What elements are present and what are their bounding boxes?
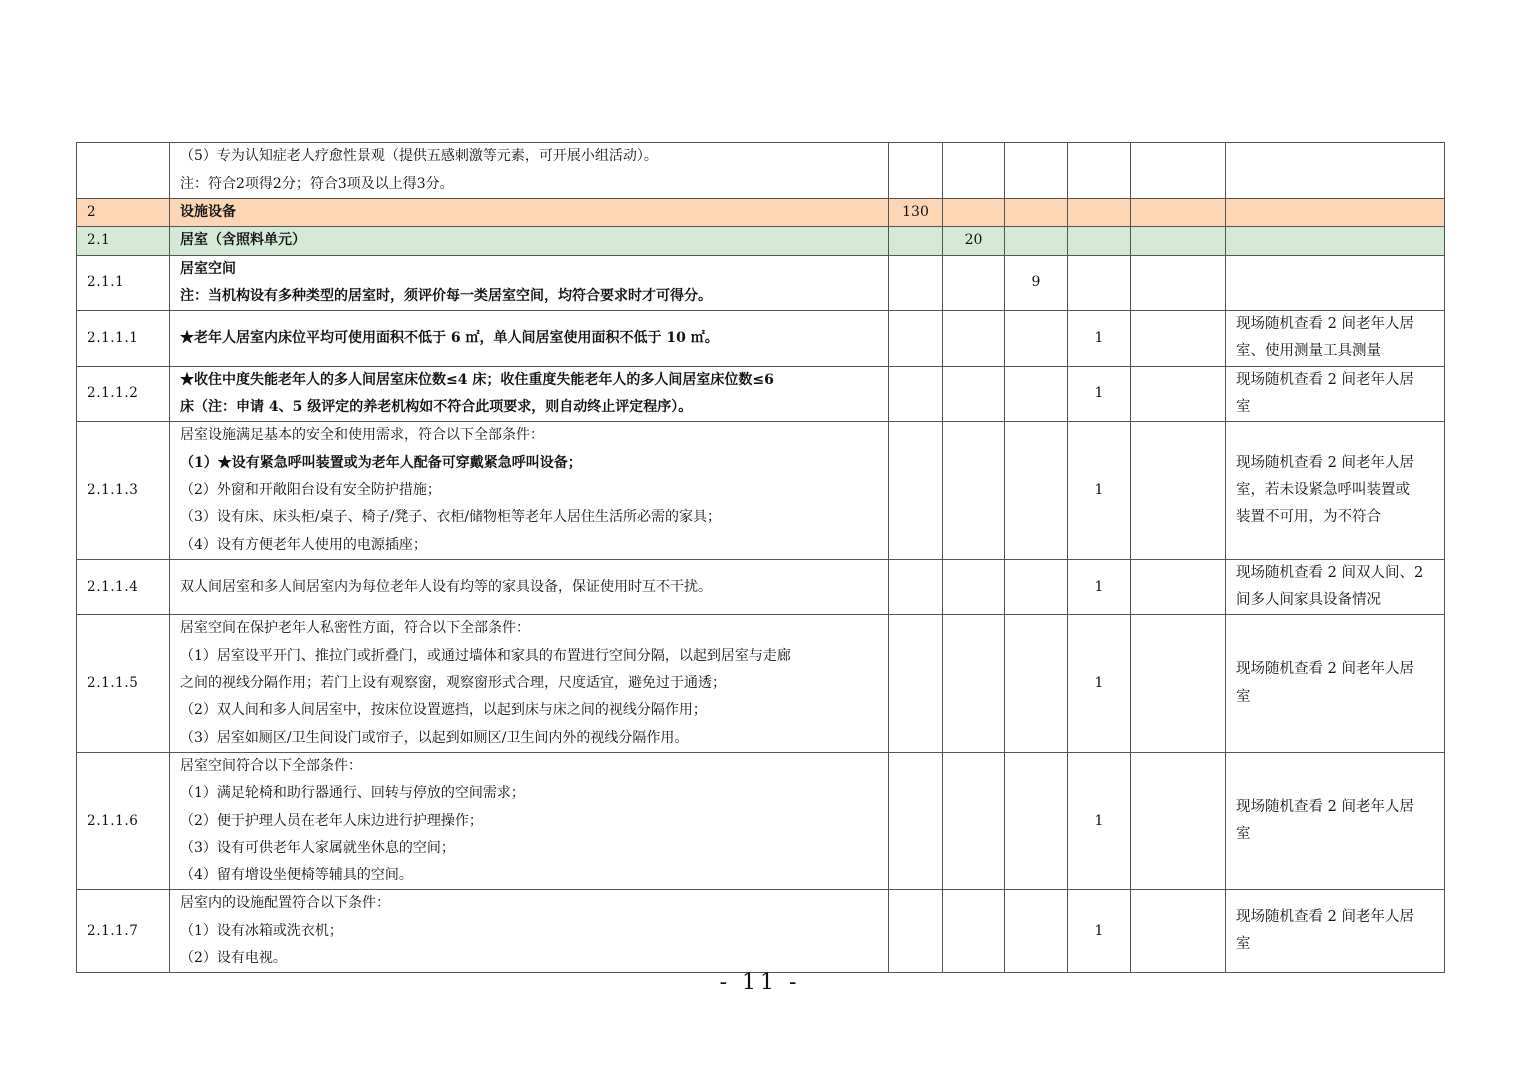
item-number: 2.1.1.3 xyxy=(77,422,170,559)
item-content xyxy=(170,255,889,311)
content-line: ★老年人居室内床位平均可使用面积不低于 6 ㎡，单人间居室使用面积不低于 10 ㎡。 xyxy=(180,329,719,346)
item-number: 2.1.1.7 xyxy=(77,890,170,973)
score-cell-c4: 1 xyxy=(1068,311,1131,367)
score-cell-c1 xyxy=(889,422,943,559)
remark-line: 现场随机查看 2 间老年人居 xyxy=(1236,316,1414,333)
item-number: 2.1.1.5 xyxy=(77,615,170,752)
score-cell-c3 xyxy=(1005,199,1068,227)
content-line: （4）设有方便老年人使用的电源插座； xyxy=(180,536,427,553)
score-cell-c4: 1 xyxy=(1068,752,1131,889)
item-number: 2.1 xyxy=(77,227,170,255)
remark-cell xyxy=(1226,366,1445,422)
content-line: 居室空间符合以下全部条件： xyxy=(180,757,362,774)
remark-cell xyxy=(1226,890,1445,973)
item-number: 2 xyxy=(77,199,170,227)
item-content xyxy=(170,615,889,752)
blank-cell xyxy=(1131,559,1226,615)
content-line: 居室设施满足基本的安全和使用需求，符合以下全部条件： xyxy=(180,427,544,444)
scoring-table xyxy=(76,142,1445,973)
score-cell-c2 xyxy=(943,615,1005,752)
content-line: （2）双人间和多人间居室中，按床位设置遮挡，以起到床与床之间的视线分隔作用； xyxy=(180,702,707,719)
remark-cell xyxy=(1226,199,1445,227)
remark-line: 室 xyxy=(1236,936,1251,953)
remark-line: 室 xyxy=(1236,688,1251,705)
score-cell-c2 xyxy=(943,143,1005,199)
table-row xyxy=(77,199,1445,227)
content-line: （5）专为认知症老人疗愈性景观（提供五感刺激等元素，可开展小组活动）。 xyxy=(180,148,658,165)
content-line: （1）★设有紧急呼叫装置或为老年人配备可穿戴紧急呼叫设备； xyxy=(180,454,582,471)
table-row xyxy=(77,890,1445,973)
table-row xyxy=(77,227,1445,255)
score-cell-c3 xyxy=(1005,752,1068,889)
remark-line: 现场随机查看 2 间老年人居 xyxy=(1236,371,1414,388)
score-cell-c4: 1 xyxy=(1068,615,1131,752)
blank-cell xyxy=(1131,366,1226,422)
remark-cell xyxy=(1226,227,1445,255)
score-cell-c2 xyxy=(943,752,1005,889)
blank-cell xyxy=(1131,227,1226,255)
score-cell-c2 xyxy=(943,890,1005,973)
remark-line: 现场随机查看 2 间老年人居 xyxy=(1236,454,1414,471)
content-line: 设施设备 xyxy=(180,204,236,220)
score-cell-c1: 130 xyxy=(889,199,943,227)
item-content xyxy=(170,752,889,889)
content-line: ★收住中度失能老年人的多人间居室床位数≤4 床；收住重度失能老年人的多人间居室床位数≤6 xyxy=(180,371,774,388)
content-line: 注：当机构设有多种类型的居室时，须评价每一类居室空间，均符合要求时才可得分。 xyxy=(180,287,712,304)
remark-line: 间多人间家具设备情况 xyxy=(1236,592,1381,609)
content-line: （2）设有电视。 xyxy=(180,950,287,967)
score-cell-c2 xyxy=(943,255,1005,311)
table-row xyxy=(77,366,1445,422)
score-cell-c4 xyxy=(1068,199,1131,227)
table-row xyxy=(77,615,1445,752)
blank-cell xyxy=(1131,615,1226,752)
blank-cell xyxy=(1131,311,1226,367)
remark-cell xyxy=(1226,615,1445,752)
table-row xyxy=(77,559,1445,615)
score-cell-c1 xyxy=(889,311,943,367)
content-line: 之间的视线分隔作用；若门上设有观察窗，观察窗形式合理，尺度适宜，避免过于通透； xyxy=(180,675,726,692)
score-cell-c4: 1 xyxy=(1068,422,1131,559)
table-row xyxy=(77,255,1445,311)
blank-cell xyxy=(1131,255,1226,311)
score-cell-c3 xyxy=(1005,366,1068,422)
content-line: （3）居室如厕区/卫生间设门或帘子，以起到如厕区/卫生间内外的视线分隔作用。 xyxy=(180,729,689,746)
content-line: 居室内的设施配置符合以下条件： xyxy=(180,895,390,912)
content-line: （2）外窗和开敞阳台设有安全防护措施； xyxy=(180,481,441,498)
content-line: 居室（含照料单元） xyxy=(180,232,306,249)
score-cell-c2 xyxy=(943,311,1005,367)
score-cell-c1 xyxy=(889,890,943,973)
content-line: （1）居室设平开门、推拉门或折叠门，或通过墙体和家具的布置进行空间分隔，以起到居室与走廊 xyxy=(180,647,791,664)
score-cell-c2 xyxy=(943,559,1005,615)
score-cell-c3: 9 xyxy=(1005,255,1068,311)
remark-line: 现场随机查看 2 间老年人居 xyxy=(1236,909,1414,926)
remark-line: 装置不可用，为不符合 xyxy=(1236,509,1381,526)
score-cell-c3 xyxy=(1005,890,1068,973)
blank-cell xyxy=(1131,422,1226,559)
score-cell-c2 xyxy=(943,199,1005,227)
item-content xyxy=(170,199,889,227)
remark-line: 室 xyxy=(1236,399,1251,416)
content-line: 居室空间 xyxy=(180,260,236,277)
score-cell-c1 xyxy=(889,752,943,889)
score-cell-c4 xyxy=(1068,143,1131,199)
score-cell-c3 xyxy=(1005,311,1068,367)
item-number: 2.1.1.1 xyxy=(77,311,170,367)
item-content xyxy=(170,143,889,199)
remark-line: 室，若未设紧急呼叫装置或 xyxy=(1236,481,1410,498)
score-cell-c3 xyxy=(1005,227,1068,255)
remark-line: 室 xyxy=(1236,826,1251,843)
score-cell-c4: 1 xyxy=(1068,366,1131,422)
score-cell-c4: 1 xyxy=(1068,559,1131,615)
blank-cell xyxy=(1131,199,1226,227)
blank-cell xyxy=(1131,890,1226,973)
score-cell-c1 xyxy=(889,615,943,752)
remark-line: 现场随机查看 2 间双人间、2 xyxy=(1236,564,1424,581)
content-line: （1）设有冰箱或洗衣机； xyxy=(180,922,343,939)
score-cell-c2 xyxy=(943,422,1005,559)
item-number: 2.1.1.6 xyxy=(77,752,170,889)
item-content xyxy=(170,366,889,422)
remark-cell xyxy=(1226,752,1445,889)
remark-cell xyxy=(1226,422,1445,559)
content-line: （2）便于护理人员在老年人床边进行护理操作； xyxy=(180,812,483,829)
item-number: 2.1.1 xyxy=(77,255,170,311)
remark-line: 现场随机查看 2 间老年人居 xyxy=(1236,661,1414,678)
score-cell-c1 xyxy=(889,255,943,311)
remark-cell xyxy=(1226,311,1445,367)
content-line: 床（注：申请 4、5 级评定的养老机构如不符合此项要求，则自动终止评定程序）。 xyxy=(180,399,693,416)
content-line: （4）留有增设坐便椅等辅具的空间。 xyxy=(180,867,413,884)
content-line: （3）设有床、床头柜/桌子、椅子/凳子、衣柜/储物柜等老年人居住生活所必需的家具； xyxy=(180,509,722,526)
table-row xyxy=(77,422,1445,559)
table-row xyxy=(77,752,1445,889)
score-cell-c4 xyxy=(1068,227,1131,255)
score-cell-c4: 1 xyxy=(1068,890,1131,973)
content-line: 双人间居室和多人间居室内为每位老年人设有均等的家具设备，保证使用时互不干扰。 xyxy=(180,578,712,595)
content-line: 注：符合2项得2分；符合3项及以上得3分。 xyxy=(180,175,454,192)
item-content xyxy=(170,227,889,255)
blank-cell xyxy=(1131,143,1226,199)
item-number xyxy=(77,143,170,199)
score-cell-c1 xyxy=(889,559,943,615)
score-cell-c3 xyxy=(1005,422,1068,559)
score-cell-c4 xyxy=(1068,255,1131,311)
blank-cell xyxy=(1131,752,1226,889)
score-cell-c2 xyxy=(943,366,1005,422)
score-cell-c3 xyxy=(1005,143,1068,199)
item-content xyxy=(170,890,889,973)
table-row xyxy=(77,143,1445,199)
score-cell-c1 xyxy=(889,143,943,199)
item-content xyxy=(170,422,889,559)
item-content xyxy=(170,559,889,615)
content-line: （3）设有可供老年人家属就坐休息的空间； xyxy=(180,839,455,856)
remark-line: 室、使用测量工具测量 xyxy=(1236,343,1381,360)
score-cell-c1 xyxy=(889,227,943,255)
score-cell-c1 xyxy=(889,366,943,422)
table-row xyxy=(77,311,1445,367)
item-number: 2.1.1.4 xyxy=(77,559,170,615)
remark-cell xyxy=(1226,559,1445,615)
remark-cell xyxy=(1226,255,1445,311)
item-number: 2.1.1.2 xyxy=(77,366,170,422)
score-cell-c2: 20 xyxy=(943,227,1005,255)
item-content xyxy=(170,311,889,367)
remark-line: 现场随机查看 2 间老年人居 xyxy=(1236,798,1414,815)
remark-cell xyxy=(1226,143,1445,199)
page-number: - 11 - xyxy=(719,970,801,995)
content-line: 居室空间在保护老年人私密性方面，符合以下全部条件： xyxy=(180,620,530,637)
content-line: （1）满足轮椅和助行器通行、回转与停放的空间需求； xyxy=(180,785,525,802)
score-cell-c3 xyxy=(1005,615,1068,752)
score-cell-c3 xyxy=(1005,559,1068,615)
